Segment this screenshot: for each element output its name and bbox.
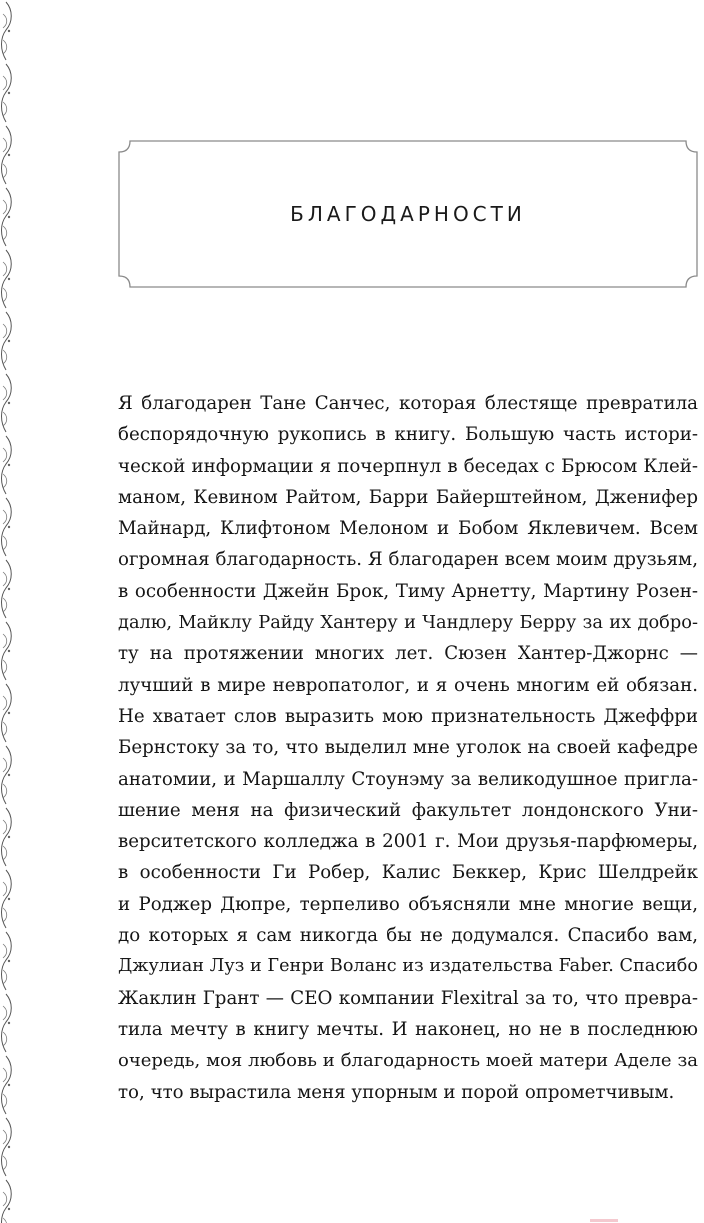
text-line: лучший в мире невропатолог, и я очень многим ей обязан. bbox=[118, 674, 698, 696]
text-line: очередь, моя любовь и благодарность моей матери Аделе за bbox=[118, 1050, 698, 1072]
text-line: в особенности Ги Робер, Калис Беккер, Крис Шелдрейк bbox=[118, 862, 698, 884]
text-line: анатомии, и Маршаллу Стоунэму за великодушное пригла- bbox=[118, 768, 698, 790]
chapter-title: БЛАГОДАРНОСТИ bbox=[290, 202, 526, 226]
text-line: в особенности Джейн Брок, Тиму Арнетту, Мартину Розен- bbox=[118, 580, 698, 602]
text-line: беспорядочную рукопись в книгу. Большую часть истори- bbox=[118, 424, 698, 446]
text-line: Бернстоку за то, что выделил мне уголок на своей кафедре bbox=[118, 737, 698, 759]
text-line: Жаклин Грант — CEO компании Flexitral за то, что превра- bbox=[118, 987, 698, 1009]
chapter-title-frame bbox=[118, 140, 698, 288]
text-line: далю, Майклу Райду Хантеру и Чандлеру Берру за их добро- bbox=[118, 612, 698, 634]
text-line: огромная благодарность. Я благодарен всем моим друзьям, bbox=[118, 549, 698, 571]
text-line: тила мечту в книгу мечты. И наконец, но не в последнюю bbox=[118, 1018, 698, 1040]
text-line: верситетского колледжа в 2001 г. Мои друзья-парфюмеры, bbox=[118, 831, 698, 853]
text-line: Я благодарен Тане Санчес, которая блестяще превратила bbox=[118, 393, 698, 414]
page-edge-mark bbox=[590, 1219, 618, 1222]
text-line: ческой информации я почерпнул в беседах с Брюсом Клей- bbox=[118, 455, 698, 477]
text-line: Не хватает слов выразить мою признательность Джеффри bbox=[118, 705, 698, 727]
text-line: шение меня на физический факультет лондонского Уни- bbox=[118, 799, 698, 821]
text-line: и Роджер Дюпре, терпеливо объясняли мне многие вещи, bbox=[118, 893, 698, 915]
text-line: то, что вырастила меня упорным и порой опрометчивым. bbox=[118, 1081, 675, 1103]
text-line: маном, Кевином Райтом, Барри Байерштейном, Дженифер bbox=[118, 486, 698, 508]
text-line: Майнард, Клифтоном Мелоном и Бобом Яклевичем. Всем bbox=[118, 518, 698, 540]
text-line: ту на протяжении многих лет. Сюзен Хантер-Джорнс — bbox=[118, 643, 698, 665]
text-line: до которых я сам никогда бы не додумался. Спасибо вам, bbox=[118, 925, 698, 947]
text-line: Джулиан Луз и Генри Воланс из издательства Faber. Спасибо bbox=[118, 956, 698, 977]
acknowledgements-text bbox=[118, 388, 698, 1108]
decorative-border-ornament bbox=[0, 0, 18, 1223]
